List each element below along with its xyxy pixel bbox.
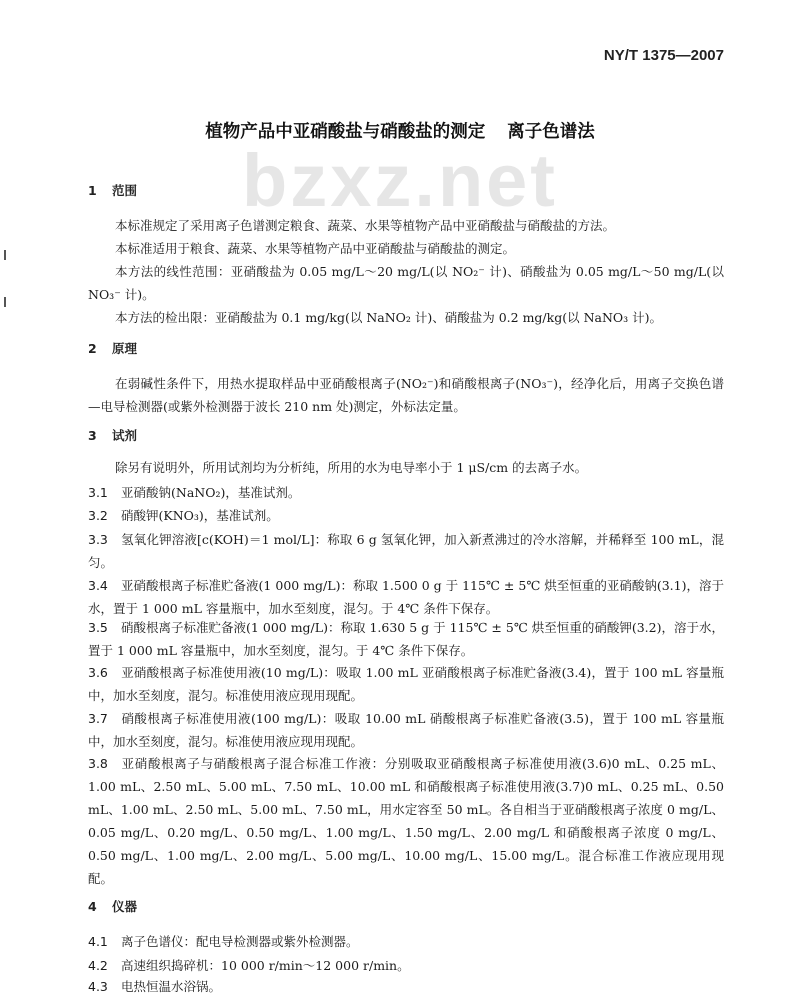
clause [88,707,724,753]
section-number: 2 [88,341,97,356]
section-title: 范围 [112,183,138,198]
watermark: bzxz.net [242,139,558,222]
paragraph: 本标准适用于粮食、蔬菜、水果等植物产品中亚硝酸盐与硝酸盐的测定。 [115,241,516,256]
clause-number: 3.7 [88,711,108,726]
section-title: 仪器 [112,899,138,914]
section-number: 4 [88,899,97,914]
paragraph: 本标准规定了采用离子色谱测定粮食、蔬菜、水果等植物产品中亚硝酸盐与硝酸盐的方法。 [115,218,616,233]
clause-number: 3.5 [88,620,108,635]
scan-edge-mark [4,297,6,307]
clause-text: 硝酸钾(KNO₃)，基准试剂。 [121,508,279,523]
section-title: 原理 [112,341,138,356]
document-title [0,118,800,143]
clause [88,481,724,504]
clause-number: 3.8 [88,756,108,771]
clause-text: 亚硝酸根离子标准使用液(10 mg/L)：吸取 1.00 mL 亚硝酸根离子标准贮备液(3.4)，置于 100 mL 容量瓶中，加水至刻度，混匀。标准使用液应现用现配。 [88,665,724,703]
clause-text: 硝酸根离子标准使用液(100 mg/L)：吸取 10.00 mL 硝酸根离子标准贮备液(3.5)，置于 100 mL 容量瓶中，加水至刻度，混匀。标准使用液应现用现配。 [88,711,724,749]
clause-number: 4.3 [88,979,108,994]
title-main: 植物产品中亚硝酸盐与硝酸盐的测定 [205,122,486,142]
clause-number: 3.3 [88,532,108,547]
section-heading [88,339,137,357]
clause-number: 4.1 [88,934,108,949]
section-title: 试剂 [112,428,138,443]
clause-text: 高速组织捣碎机：10 000 r/min～12 000 r/min。 [121,958,410,973]
clause-text: 氢氧化钾溶液[c(KOH)＝1 mol/L]：称取 6 g 氢氧化钾，加入新煮沸过的冷水溶解，并稀释至 100 mL，混匀。 [88,532,724,570]
section-heading [88,897,137,915]
clause [88,954,724,977]
clause-number: 4.2 [88,958,108,973]
clause-text: 亚硝酸根离子标准贮备液(1 000 mg/L)：称取 1.500 0 g 于 115℃ ± 5℃ 烘至恒重的亚硝酸钠(3.1)，溶于水，置于 1 000 mL 容量瓶中，加水至刻度，混匀。于 4℃ 条件下保存。 [88,578,724,616]
clause-text: 电热恒温水浴锅。 [121,979,222,994]
paragraph: 本方法的检出限：亚硝酸盐为 0.1 mg/kg(以 NaNO₂ 计)、硝酸盐为 0.2 mg/kg(以 NaNO₃ 计)。 [115,310,663,325]
paragraph: 除另有说明外，所用试剂均为分析纯，所用的水为电导率小于 1 μS/cm 的去离子水。 [115,460,588,475]
section-heading [88,426,137,444]
clause [88,661,724,707]
clause-text: 离子色谱仪：配电导检测器或紫外检测器。 [121,934,359,949]
clause [88,616,724,662]
section-heading [88,181,137,199]
clause-text: 亚硝酸钠(NaNO₂)，基准试剂。 [121,485,301,500]
clause-number: 3.2 [88,508,108,523]
clause [88,930,724,953]
title-method: 离子色谱法 [507,122,595,142]
scan-edge-mark [4,250,6,260]
paragraph: 在弱碱性条件下，用热水提取样品中亚硝酸根离子(NO₂⁻)和硝酸根离子(NO₃⁻)，经净化后，用离子交换色谱—电导检测器(或紫外检测器于波长 210 nm 处)测定，外标法定量。 [88,376,724,414]
clause-number: 3.1 [88,485,108,500]
paragraph: 本方法的线性范围：亚硝酸盐为 0.05 mg/L～20 mg/L(以 NO₂⁻ 计)、硝酸盐为 0.05 mg/L～50 mg/L(以 NO₃⁻ 计)。 [88,264,724,302]
clause [88,504,724,527]
clause-text: 硝酸根离子标准贮备液(1 000 mg/L)：称取 1.630 5 g 于 115℃ ± 5℃ 烘至恒重的硝酸钾(3.2)，溶于水，置于 1 000 mL 容量瓶中，加水至刻度，混匀。于 4℃ 条件下保存。 [88,620,724,658]
section-number: 1 [88,183,97,198]
clause [88,574,724,620]
clause [88,528,724,574]
standard-number: NY/T 1375—2007 [603,47,724,64]
clause-number: 3.6 [88,665,108,680]
clause-number: 3.4 [88,578,108,593]
section-number: 3 [88,428,97,443]
clause [88,752,724,890]
clause [88,975,724,998]
clause-text: 亚硝酸根离子与硝酸根离子混合标准工作液：分别吸取亚硝酸根离子标准使用液(3.6)0 mL、0.25 mL、1.00 mL、2.50 mL、5.00 mL、7.50 mL、10.00 mL 和硝酸根离子标准使用液(3.7)0 mL、0.25 mL、0.50 mL、1.00 mL、2.50 mL、5.00 mL、7.50 mL，用水定容至 50 mL。各自相当于亚硝酸根离子浓度 0 mg/L、0.05 mg/L、0.20 mg/L、0.50 mg/L、1.00 mg/L、1.50 mg/L、2.00 mg/L 和硝酸根离子浓度 0 mg/L、0.50 mg/L、1.00 mg/L、2.00 mg/L、5.00 mg/L、10.00 mg/L、15.00 mg/L。混合标准工作液应现用现配。 [88,756,724,886]
